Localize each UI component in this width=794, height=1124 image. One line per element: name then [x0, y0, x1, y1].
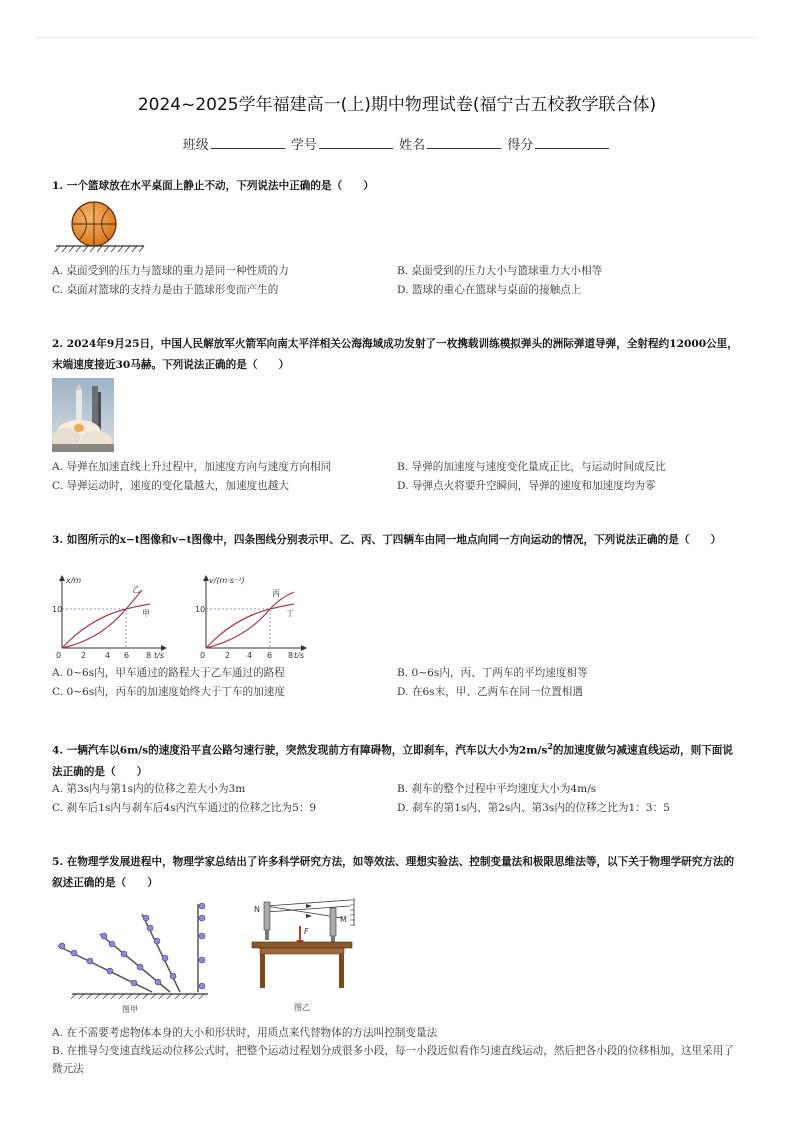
- q5-stem: 5. 在物理学发展进程中，物理学家总结出了许多科学研究方法，如等效法、理想实验法、控制变量法和极限思维法等，以下关于物理学研究方法的叙述正确的是（ ）: [52, 856, 735, 889]
- q1-option-d[interactable]: D. 篮球的重心在篮球与桌面的接触点上: [397, 284, 582, 296]
- xt-label-yi: 乙: [132, 585, 140, 594]
- galileo-incline-figure: [52, 900, 212, 1018]
- q4-option-d[interactable]: D. 刹车的第1s内、第2s内、第3s内的位移之比为1：3：5: [397, 802, 670, 814]
- vt-label-bing: 丙: [272, 589, 280, 598]
- xt-curve-yi: [62, 590, 142, 648]
- vt-curve-ding: [206, 604, 294, 648]
- mirror-n: [264, 902, 270, 930]
- q3-option-b[interactable]: B. 0~6s内，丙、丁两车的平均速度相等: [397, 667, 588, 679]
- q2-option-a[interactable]: A. 导弹在加速直线上升过程中，加速度方向与速度方向相同: [52, 461, 332, 473]
- vt-ylabel: v/(m·s⁻¹): [209, 576, 245, 585]
- top-rule: [36, 37, 758, 38]
- vt-xtick-6: 6: [267, 651, 273, 660]
- q3-option-d[interactable]: D. 在6s末，甲、乙两车在同一位置相遇: [397, 686, 583, 698]
- name-blank[interactable]: [427, 136, 501, 149]
- class-blank[interactable]: [211, 136, 285, 149]
- q2-stem: 2. 2024年9月25日，中国人民解放军火箭军向南太平洋相关公海海域成功发射了一枚携载训练模拟弹头的洲际弹道导弹，全射程约12000公里，末端速度接近30马赫。下列说法正确的是（ ）: [52, 338, 738, 371]
- q5-option-a[interactable]: A. 在不需要考虑物体本身的大小和形状时，用质点来代替物体的方法叫控制变量法: [52, 1027, 438, 1039]
- xt-origin: 0: [56, 651, 62, 660]
- vt-ytick: 10: [195, 605, 206, 614]
- q3-option-a[interactable]: A. 0~6s内，甲车通过的路程大于乙车通过的路程: [52, 667, 285, 679]
- vt-xtick-2: 2: [225, 651, 231, 660]
- xt-graph: [50, 572, 170, 660]
- xt-ytick: 10: [52, 605, 63, 614]
- xt-xtick-6: 6: [124, 651, 130, 660]
- score-label: 得分: [507, 138, 534, 153]
- vt-xtick-8: 8: [288, 651, 294, 660]
- xt-xtick-8: 8: [146, 651, 152, 660]
- q4-stem-part2: 的加速度做匀减速直线运动，则下面说法正确的是（ ）: [52, 744, 733, 778]
- vt-xlabel: t/s: [294, 651, 304, 660]
- q3-stem: 3. 如图所示的x−t图像和v−t图像中，四条图线分别表示甲、乙、丙、丁四辆车由同一地点向同一方向运动的情况，下列说法正确的是（ ）: [52, 534, 722, 546]
- force-label: F: [304, 927, 309, 936]
- vt-graph: [190, 572, 310, 660]
- mirror-n-label: N: [254, 905, 260, 914]
- q1-option-c[interactable]: C. 桌面对篮球的支持力是由于篮球形变而产生的: [52, 284, 279, 296]
- q1-stem: 1. 一个篮球放在水平桌面上静止不动，下列说法中正确的是（ ）: [52, 180, 374, 192]
- xt-ylabel: x/m: [66, 576, 82, 585]
- vt-curve-bing: [206, 592, 294, 648]
- q4-stem: [52, 736, 742, 783]
- q2-option-b[interactable]: B. 导弹的加速度与速度变化量成正比，与运动时间成反比: [397, 461, 666, 473]
- q4-option-b[interactable]: B. 刹车的整个过程中平均速度大小为4m/s: [397, 783, 597, 795]
- table-top: [252, 942, 352, 948]
- student-info-line: [0, 134, 794, 153]
- table-deformation-figure: [246, 896, 362, 1018]
- q5-option-b[interactable]: B. 在推导匀变速直线运动位移公式时，把整个运动过程划分成很多小段，每一小段近似看作匀速直线运动，然后把各小段的位移相加，这里采用了微元法: [52, 1045, 734, 1075]
- basketball-figure: [54, 200, 146, 252]
- class-label: 班级: [182, 138, 209, 153]
- mirror-m: [330, 908, 336, 936]
- page-title: 2024~2025学年福建高一(上)期中物理试卷(福宁古五校教学联合体): [137, 95, 657, 115]
- q4-stem-part1: 4. 一辆汽车以6m/s的速度沿平直公路匀速行驶，突然发现前方有障碍物，立即刹车，汽车以大小为2m/s: [52, 744, 548, 757]
- q2-option-c[interactable]: C. 导弹运动时，速度的变化量越大，加速度也越大: [52, 480, 289, 492]
- fig-b-caption: 图乙: [294, 1003, 310, 1012]
- mirror-m-label: M: [340, 915, 347, 924]
- id-blank[interactable]: [319, 136, 393, 149]
- score-blank[interactable]: [535, 136, 609, 149]
- name-label: 姓名: [399, 138, 426, 153]
- vt-label-ding: 丁: [286, 609, 294, 618]
- missile: [76, 390, 82, 424]
- q4-option-a[interactable]: A. 第3s内与第1s内的位移之差大小为3m: [52, 783, 246, 795]
- q3-option-c[interactable]: C. 0~6s内，丙车的加速度始终大于丁车的加速度: [52, 686, 285, 698]
- missile-launch-photo: [52, 378, 114, 452]
- xt-curve-jia: [62, 604, 150, 648]
- q4-stem-sup: 2: [547, 741, 553, 751]
- fig-a-caption: 图甲: [122, 1005, 138, 1014]
- xt-xlabel: t/s: [154, 651, 164, 660]
- xt-xtick-2: 2: [81, 651, 87, 660]
- vt-origin: 0: [200, 651, 206, 660]
- q4-option-c[interactable]: C. 刹车后1s内与刹车后4s内汽车通过的位移之比为5：9: [52, 802, 317, 814]
- q2-option-d[interactable]: D. 导弹点火将要升空瞬间，导弹的速度和加速度均为零: [397, 480, 656, 492]
- xt-xtick-4: 4: [105, 651, 111, 660]
- q1-option-b[interactable]: B. 桌面受到的压力大小与篮球重力大小相等: [397, 265, 603, 277]
- q1-option-a[interactable]: A. 桌面受到的压力与篮球的重力是同一种性质的力: [52, 265, 289, 277]
- xt-label-jia: 甲: [142, 609, 150, 618]
- id-label: 学号: [290, 138, 317, 153]
- vt-xtick-4: 4: [247, 651, 253, 660]
